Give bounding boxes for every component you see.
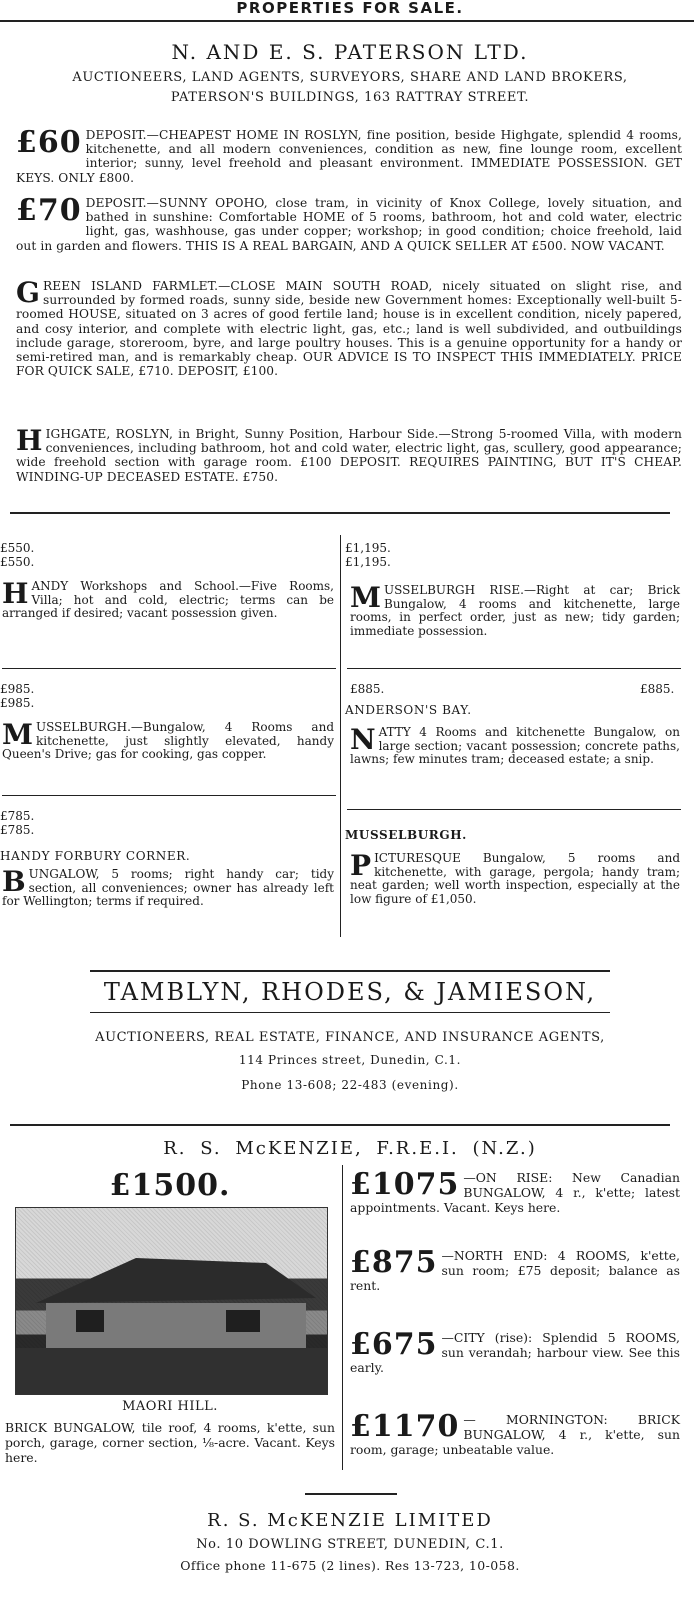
ad-text: —NORTH END: 4 ROOMS, k'ette, sun room; £75 deposit; balance as rent. — [350, 1248, 680, 1293]
right-ad-2 — [350, 723, 680, 767]
ad-price: £1075 — [350, 1167, 460, 1202]
right-ad-1-price — [345, 542, 680, 569]
window — [226, 1310, 260, 1332]
mckenzie-ad-2 — [350, 1245, 680, 1293]
feature-text: BRICK BUNGALOW, tile roof, 4 rooms, k'ette, sun porch, garage, corner section, ⅛-acre. Vacant. Keys here. — [5, 1420, 335, 1465]
ad-text: IGHGATE, ROSLYN, in Bright, Sunny Position, Harbour Side.—Strong 5-roomed Villa, with modern conveniences, including bathroom, hot and cold water, electric light, gas, scullery, good appearance; wide freehold section with garage room. £100 DEPOSIT. REQUIRES PAINTING, BUT IT'S CHEAP. WINDING-UP DECEASED ESTATE. £750. — [16, 427, 682, 484]
row-rule — [2, 668, 336, 669]
left-ad-3-price — [0, 810, 335, 837]
price: £1,195. — [345, 541, 391, 555]
right-ad-2-heading: ANDERSON'S BAY. — [345, 703, 472, 717]
ad-text: USSELBURGH RISE.—Right at car; Brick Bungalow, 4 rooms and kitchenette, large rooms, in perfect order, just as new; tidy garden; immediate possession. — [350, 583, 680, 638]
ad-text: —ON RISE: New Canadian BUNGALOW, 4 r., k'ette; latest appointments. Vacant. Keys here. — [350, 1170, 680, 1215]
price: £785. — [0, 822, 35, 837]
footer-rule — [305, 1493, 397, 1495]
ad-text: ATTY 4 Rooms and kitchenette Bungalow, on large section; vacant possession; concrete paths, lawns; few minutes tram; deceased estate; a snip. — [350, 725, 680, 767]
paterson-ad-1 — [16, 125, 682, 185]
ad-text: USSELBURGH.—Bungalow, 4 Rooms and kitchenette, just slightly elevated, handy Queen's Drive; gas for cooking, gas copper. — [2, 720, 334, 762]
roof-shape — [36, 1258, 316, 1303]
ad-price: £875 — [350, 1245, 438, 1280]
tamblyn-name: TAMBLYN, RHODES, & JAMIESON, — [103, 978, 597, 1006]
mckenzie-ad-4 — [350, 1409, 680, 1457]
right-ad-3 — [350, 849, 680, 906]
ad-price: £60 — [16, 125, 82, 160]
drop-cap: M — [350, 581, 381, 614]
ad-text: — MORNINGTON: BRICK BUNGALOW, 4 r., k'ette, sun room, garage; unbeatable value. — [350, 1412, 680, 1457]
tamblyn-line3: Phone 13-608; 22-483 (evening). — [241, 1078, 459, 1092]
price: £1,195. — [345, 554, 391, 569]
paterson-name: N. AND E. S. PATERSON LTD. — [171, 40, 529, 64]
ad-text: —CITY (rise): Splendid 5 ROOMS, sun verandah; harbour view. See this early. — [350, 1330, 680, 1375]
right-ad-1 — [350, 581, 680, 638]
window — [76, 1310, 104, 1332]
ad-text: REEN ISLAND FARMLET.—CLOSE MAIN SOUTH ROAD, nicely situated on slight rise, and surrounded by formed roads, sunny side, beside new Government homes: Exceptionally well-built 5-roomed HOUSE, situated on 3 acres of good fertile land; house is in excellent condition, nicely papered, and cosy interior, and complete with electric light, gas, etc.; land is well subdivided, and outbuildings include garage, storeroom, byre, and large poultry houses. This is a genuine opportunity for a handy or semi-retired man, and is remarkably cheap. OUR ADVICE IS TO INSPECT THIS IMMEDIATELY. PRICE FOR QUICK SALE, £710. DEPOSIT, £100. — [16, 279, 682, 379]
row-rule — [347, 668, 681, 669]
page-title: PROPERTIES FOR SALE. — [236, 0, 464, 17]
ad-text: DEPOSIT.—SUNNY OPOHO, close tram, in vicinity of Knox College, lovely situation, and bathed in sunshine: Comfortable HOME of 5 rooms, bathroom, hot and cold water, electric light, gas, washhouse, gas under copper; workshop; in good condition; choice freehold, laid out in garden and flowers. THIS IS A REAL BARGAIN, AND A QUICK SELLER AT £500. NOW VACANT. — [16, 196, 682, 253]
drop-cap: P — [350, 849, 372, 882]
feature-price: £1500. — [109, 1168, 231, 1203]
tamblyn-bottom-rule — [90, 1012, 610, 1013]
price: £985. — [0, 695, 35, 710]
left-ad-3 — [2, 865, 334, 909]
price: £550. — [0, 541, 35, 555]
paterson-line2: PATERSON'S BUILDINGS, 163 RATTRAY STREET. — [170, 90, 530, 105]
drop-cap: B — [2, 865, 26, 898]
price: £785. — [0, 809, 35, 823]
left-ad-1-price — [0, 542, 335, 569]
header-rule — [0, 20, 694, 22]
right-ad-2-price-left: £885. — [350, 682, 385, 696]
row-rule — [347, 809, 681, 810]
left-ad-2-price — [0, 683, 335, 710]
tamblyn-line1: AUCTIONEERS, REAL ESTATE, FINANCE, AND INSURANCE AGENTS, — [95, 1030, 605, 1045]
mckenzie-ad-3 — [350, 1327, 680, 1375]
ad-text: ANDY Workshops and School.—Five Rooms, Villa; hot and cold, electric; terms can be arranged if desired; vacant possession given. — [2, 579, 334, 621]
footer-phone: Office phone 11-675 (2 lines). Res 13-723, 10-058. — [180, 1558, 520, 1573]
ad-text: ICTURESQUE Bungalow, 5 rooms and kitchenette, with garage, pergola; handy tram; neat garden; well worth inspection, especially at the low figure of £1,050. — [350, 851, 680, 906]
left-ad-1 — [2, 577, 334, 621]
left-ad-3-heading: HANDY FORBURY CORNER. — [0, 849, 191, 863]
paterson-ad-3 — [16, 276, 682, 379]
footer-name: R. S. McKENZIE LIMITED — [207, 1510, 493, 1531]
photo-caption: MAORI HILL. — [122, 1399, 218, 1414]
ad-price: £70 — [16, 193, 82, 228]
price: £985. — [0, 682, 35, 696]
right-ad-3-heading: MUSSELBURGH. — [345, 828, 467, 842]
drop-cap: M — [2, 718, 33, 751]
ad-price: £1170 — [350, 1409, 460, 1444]
paterson-ad-2 — [16, 193, 682, 253]
ad-price: £675 — [350, 1327, 438, 1362]
mckenzie-ad-1 — [350, 1167, 680, 1215]
right-ad-2-price-right: £885. — [640, 682, 675, 696]
column-divider — [342, 1165, 343, 1470]
left-ad-2 — [2, 718, 334, 762]
tamblyn-line2: 114 Princes street, Dunedin, C.1. — [238, 1053, 462, 1067]
drop-cap: G — [16, 276, 41, 309]
price: £550. — [0, 554, 35, 569]
paterson-ad-4 — [16, 424, 682, 484]
footer-address: No. 10 DOWLING STREET, DUNEDIN, C.1. — [196, 1537, 504, 1552]
ad-text: UNGALOW, 5 rooms; right handy car; tidy section, all conveniences; owner has already left for Wellington; terms if required. — [2, 867, 334, 909]
bungalow-illustration — [16, 1208, 327, 1394]
column-divider — [340, 535, 341, 937]
section-rule — [10, 512, 670, 514]
section-rule — [10, 1124, 670, 1126]
drop-cap: N — [350, 723, 376, 756]
hedge — [16, 1348, 327, 1394]
ad-text: DEPOSIT.—CHEAPEST HOME IN ROSLYN, fine position, beside Highgate, splendid 4 rooms, kitchenette, and all modern conveniences, condition as new, fine lounge room, excellent interior; sunny, level freehold and pleasant environment. IMMEDIATE POSSESSION. GET KEYS. ONLY £800. — [16, 128, 682, 185]
house-photo — [15, 1207, 328, 1395]
tamblyn-top-rule — [90, 970, 610, 972]
mckenzie-name: R. S. McKENZIE, F.R.E.I. (N.Z.) — [163, 1138, 537, 1159]
paterson-line1: AUCTIONEERS, LAND AGENTS, SURVEYORS, SHARE AND LAND BROKERS, — [72, 70, 628, 85]
drop-cap: H — [16, 424, 43, 457]
drop-cap: H — [2, 577, 29, 610]
row-rule — [2, 795, 336, 796]
